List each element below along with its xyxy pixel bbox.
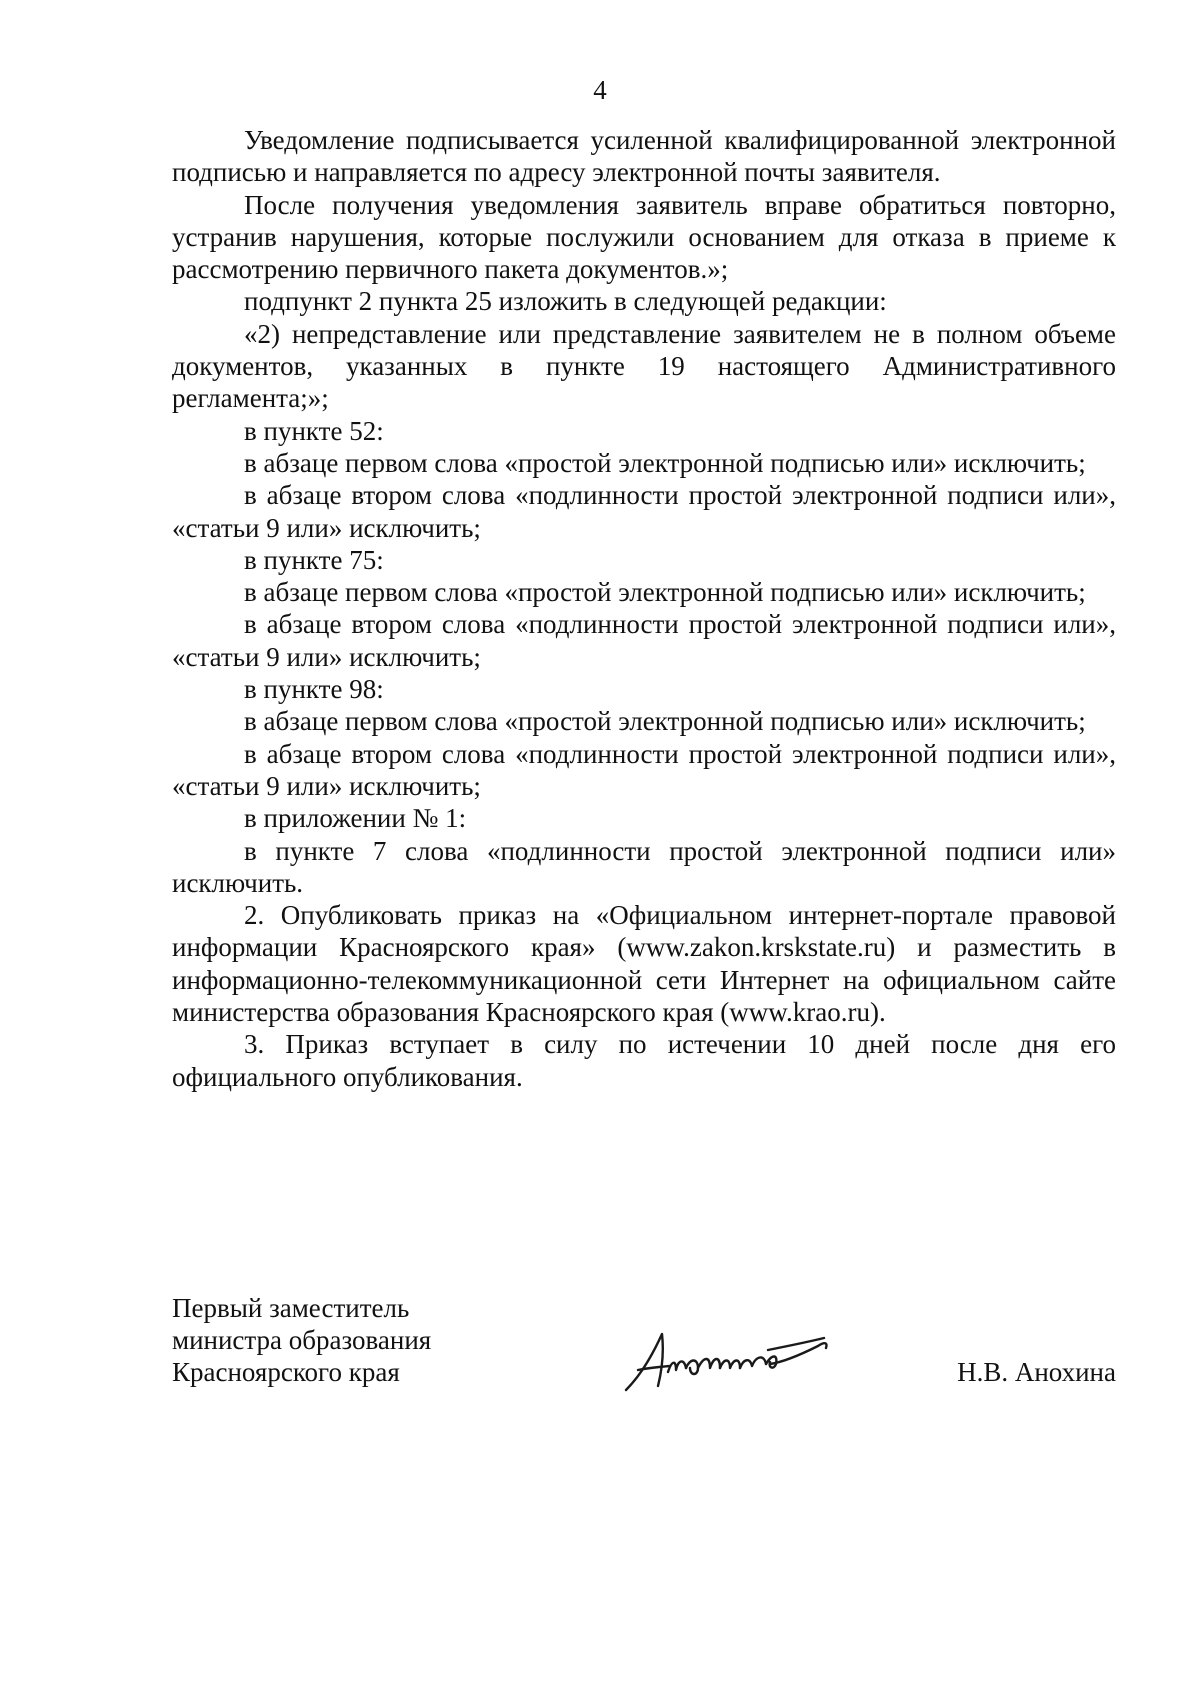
signatory-position-line: министра образования [172, 1325, 432, 1355]
signatory-name: Н.В. Анохина [957, 1357, 1116, 1387]
paragraph: подпункт 2 пункта 25 изложить в следующей редакции: [244, 286, 887, 317]
paragraph: в абзаце втором слова «подлинности простой электронной подписи или», «статьи 9 или» исключить; [172, 609, 1116, 672]
paragraph: После получения уведомления заявитель вправе обратиться повторно, устранив нарушения, которые послужили основанием для отказа в приеме к рассмотрению первичного пакета документов.»; [172, 189, 1116, 285]
paragraph: Уведомление подписывается усиленной квалифицированной электронной подписью и направляется по адресу электронной почты заявителя. [172, 125, 1116, 188]
page-number: 4 [593, 75, 607, 105]
paragraph: в абзаце первом слова «простой электронной подписью или» исключить; [244, 706, 1086, 737]
paragraph: в абзаце первом слова «простой электронной подписью или» исключить; [244, 447, 1086, 478]
paragraph: «2) непредставление или представление заявителем не в полном объеме документов, указанных в пункте 19 настоящего Административного регламента;»; [172, 318, 1116, 414]
paragraph: в пункте 52: [244, 415, 384, 446]
paragraph: 3. Приказ вступает в силу по истечении 10 дней после дня его официального опубликования. [172, 1029, 1116, 1092]
document-body [172, 124, 1116, 1093]
paragraph: в пункте 98: [244, 674, 384, 705]
paragraph: в абзаце втором слова «подлинности простой электронной подписи или», «статьи 9 или» исключить; [172, 480, 1116, 543]
handwritten-signature [618, 1320, 833, 1396]
paragraph: в абзаце втором слова «подлинности простой электронной подписи или», «статьи 9 или» исключить; [172, 738, 1116, 801]
paragraph: в абзаце первом слова «простой электронной подписью или» исключить; [244, 577, 1086, 608]
signatory-position-line: Красноярского края [172, 1357, 400, 1387]
paragraph: в пункте 75: [244, 544, 384, 575]
paragraph: в пункте 7 слова «подлинности простой электронной подписи или» исключить. [172, 835, 1116, 898]
signatory-position [172, 1292, 431, 1388]
signatory-position-line: Первый заместитель [172, 1293, 410, 1323]
paragraph: в приложении № 1: [244, 803, 467, 834]
signature-block [172, 1292, 1116, 1402]
paragraph: 2. Опубликовать приказ на «Официальном интернет-портале правовой информации Красноярского края» (www.zakon.krskstate.ru) и разместить в информационно-телекоммуникационной сети Интернет на официальном сайте министерства образования Красноярского края (www.krao.ru). [172, 900, 1116, 1028]
